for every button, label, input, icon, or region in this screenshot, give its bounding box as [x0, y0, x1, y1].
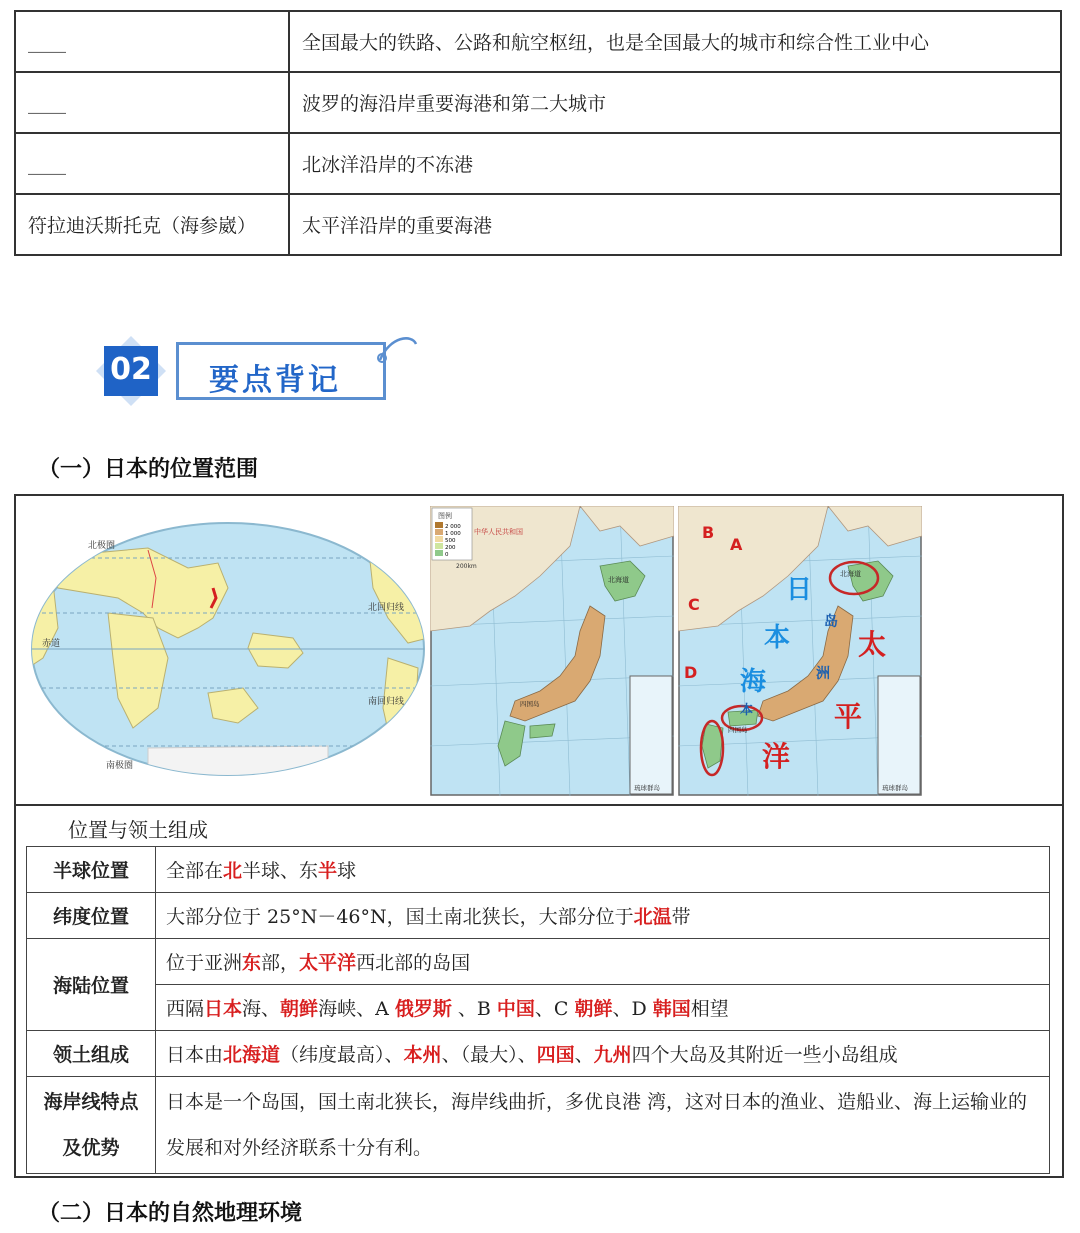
table-row	[15, 72, 1061, 133]
table-row	[27, 939, 1050, 985]
arctic-circle-label: 北极圈	[88, 541, 116, 551]
honshu-char: 本	[740, 703, 754, 718]
pacific-ocean-char: 洋	[762, 740, 791, 773]
legend-value: 0	[445, 552, 449, 558]
port-name-cell: ____	[15, 72, 289, 133]
scale-label: 200km	[456, 563, 477, 570]
row-value: 日本由北海道（纬度最高）、本州、（最大）、四国、九州四个大岛及其附近一些小岛组成	[156, 1031, 1050, 1077]
table-row	[27, 1077, 1050, 1174]
antarctic-circle-label: 南极圈	[106, 761, 134, 771]
shikoku-label: 四国岛	[728, 726, 748, 734]
map-letter-a: A	[730, 535, 743, 554]
location-table	[26, 846, 1050, 1174]
row-value: 日本是一个岛国，国土南北狭长，海岸线曲折，多优良港 湾，这对日本的渔业、造船业、海上运输业的发展和对外经济联系十分有利。	[156, 1077, 1050, 1174]
banner-title: 要点背记	[209, 363, 341, 398]
row-value: 位于亚洲东部，太平洋西北部的岛国	[156, 939, 1050, 985]
map-letter-c: C	[688, 595, 700, 614]
table-row	[27, 1031, 1050, 1077]
map-letter-b: B	[702, 523, 715, 542]
tropic-cancer-label: 北回归线	[368, 603, 405, 613]
hokkaido-label: 北海道	[608, 576, 629, 584]
legend-value: 2 000	[445, 524, 461, 530]
legend-title: 图例	[438, 512, 452, 520]
row-label: 海陆位置	[27, 939, 156, 1031]
port-name-cell: 符拉迪沃斯托克（海参崴）	[15, 194, 289, 255]
legend-value: 200	[445, 545, 456, 551]
row-value: 大部分位于 25°N－46°N，国土南北狭长，大部分位于北温带	[156, 893, 1050, 939]
table-row	[15, 133, 1061, 194]
row-label: 海岸线特点 及优势	[27, 1077, 156, 1174]
sea-of-japan-char: 日	[786, 575, 813, 605]
ports-table	[14, 10, 1062, 256]
table-row	[15, 194, 1061, 255]
port-name-cell: ____	[15, 11, 289, 72]
tropic-capricorn-label: 南回归线	[368, 697, 405, 707]
pacific-ocean-char: 平	[834, 700, 863, 733]
japan-map-topographic	[430, 506, 674, 796]
banner-title-box	[176, 342, 386, 400]
map-letter-d: D	[684, 663, 698, 682]
tag-hook-icon	[372, 330, 422, 380]
sea-of-japan-char: 海	[740, 667, 767, 697]
section-heading: （一）日本的位置范围	[38, 457, 259, 482]
section-number: 02	[110, 352, 152, 387]
row-value: 西隔日本海、朝鲜海峡、A 俄罗斯 、B 中国、C 朝鲜、D 韩国相望	[156, 985, 1050, 1031]
table-row	[27, 847, 1050, 893]
honshu-char: 洲	[816, 666, 830, 682]
row-label: 领土组成	[27, 1031, 156, 1077]
legend-value: 1 000	[445, 531, 461, 537]
row-value: 全部在北半球、东半球	[156, 847, 1050, 893]
port-name-cell: ____	[15, 133, 289, 194]
shikoku-label: 四国岛	[520, 700, 540, 708]
china-label: 中华人民共和国	[474, 528, 523, 536]
hokkaido-label: 北海道	[840, 570, 861, 578]
ryukyu-label: 琉球群岛	[634, 784, 660, 792]
pacific-ocean-char: 太	[858, 628, 887, 661]
port-desc-cell: 太平洋沿岸的重要海港	[289, 194, 1061, 255]
port-desc-cell: 波罗的海沿岸重要海港和第二大城市	[289, 72, 1061, 133]
divider	[14, 804, 1064, 806]
port-desc-cell: 北冰洋沿岸的不冻港	[289, 133, 1061, 194]
japan-map-annotated	[678, 506, 922, 796]
table-row	[27, 893, 1050, 939]
equator-label: 赤道	[42, 639, 61, 649]
table-row	[15, 11, 1061, 72]
honshu-char: 岛	[824, 614, 838, 630]
subheading: 位置与领土组成	[68, 818, 208, 842]
row-label: 纬度位置	[27, 893, 156, 939]
sea-of-japan-char: 本	[764, 623, 791, 653]
table-row	[27, 985, 1050, 1031]
world-map	[28, 518, 428, 780]
section-banner	[92, 330, 422, 410]
row-label: 半球位置	[27, 847, 156, 893]
ryukyu-label: 琉球群岛	[882, 784, 908, 792]
legend-value: 500	[445, 538, 456, 544]
section-heading: （二）日本的自然地理环境	[38, 1201, 303, 1226]
port-desc-cell: 全国最大的铁路、公路和航空枢纽，也是全国最大的城市和综合性工业中心	[289, 11, 1061, 72]
